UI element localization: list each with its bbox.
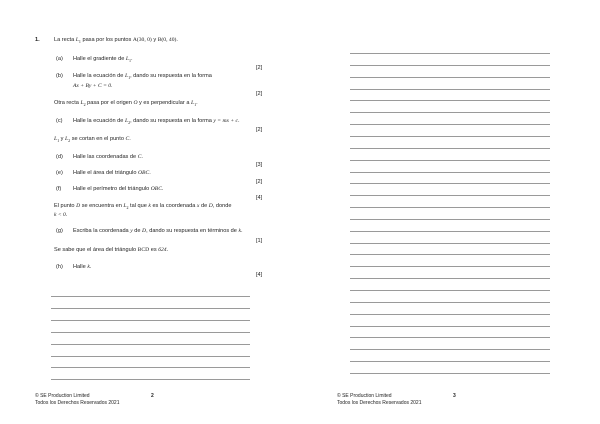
answer-line [350,100,550,101]
part-h-text: Halle k. [73,264,92,270]
page-number: 2 [151,393,154,399]
point-d-statement-line1: El punto D se encuentra en $L_2$ tal que k es la coordenada x de D, donde [54,203,232,211]
footer-copyright: © SE Production Limited [35,393,90,399]
part-a-label: (a) [56,56,63,62]
part-d-label: (d) [56,154,63,160]
part-b-form: Ax + By + C = 0. [73,83,113,89]
answer-line [350,183,550,184]
part-g-text: Escriba la coordenada y de D, dando su respuesta en términos de k. [73,228,243,234]
area-given-statement: Se sabe que el área del triángulo BCD es 624. [54,247,169,253]
answer-line [51,332,250,333]
answer-line [350,231,550,232]
part-g-mark: [1] [256,238,263,244]
part-d-mark: [3] [256,162,263,168]
part-b-text: Halle la ecuación de $L_1$, dando su respuesta en la forma [73,73,212,81]
answer-line [350,337,550,338]
part-c-mark: [2] [256,127,263,133]
part-e-mark: [2] [256,179,263,185]
answer-line [350,148,550,149]
part-a-text: Halle el gradiente de $L_1$. [73,56,133,64]
answer-line [350,278,550,279]
answer-line [350,254,550,255]
answer-line [350,77,550,78]
answer-line [350,195,550,196]
answer-line [51,379,250,380]
question-intro: La recta $L_1$ pasa por los puntos A(30, 0) y B(0, 40). [54,37,178,45]
answer-line [51,344,250,345]
answer-line [350,326,550,327]
part-e-text: Halle el área del triángulo OBC. [73,170,151,176]
answer-line [350,243,550,244]
answer-line [51,356,250,357]
page-number: 3 [453,393,456,399]
part-g-label: (g) [56,228,63,234]
answer-line [350,172,550,173]
answer-line [350,65,550,66]
part-a-mark: [2] [256,65,263,71]
intersect-statement: $L_1$ y $L_2$ se cortan en el punto C. [54,136,131,144]
answer-line [350,207,550,208]
answer-line [350,112,550,113]
part-f-mark: [4] [256,195,263,201]
answer-line [350,219,550,220]
part-h-label: (h) [56,264,63,270]
part-d-text: Halle las coordenadas de C. [73,154,143,160]
part-h-mark: [4] [256,272,263,278]
answer-line [350,53,550,54]
answer-line [350,266,550,267]
answer-line [350,124,550,125]
other-line-statement: Otra recta $L_2$ pasa por el origen O y es perpendicular a $L_1$. [54,100,198,108]
question-number: 1. [35,37,40,43]
answer-line [350,373,550,374]
answer-line [350,314,550,315]
answer-line [350,136,550,137]
part-f-text: Halle el perímetro del triángulo OBC. [73,186,164,192]
answer-line [350,89,550,90]
answer-line [51,367,250,368]
part-c-text: Halle la ecuación de $L_2$, dando su respuesta en la forma y = mx + c. [73,118,240,126]
part-e-label: (e) [56,170,63,176]
point-d-statement-line2: k < 0. [54,212,68,218]
footer-copyright: © SE Production Limited [337,393,392,399]
part-b-label: (b) [56,73,63,79]
answer-line [350,349,550,350]
part-c-label: (c) [56,118,63,124]
footer-rights: Todos los Derechos Reservados 2021 [337,400,422,406]
answer-line [51,320,250,321]
answer-line [350,361,550,362]
footer-rights: Todos los Derechos Reservados 2021 [35,400,120,406]
part-f-label: (f) [56,186,62,192]
answer-line [51,308,250,309]
answer-line [350,290,550,291]
answer-line [350,302,550,303]
answer-line [51,296,250,297]
part-b-mark: [2] [256,91,263,97]
answer-line [350,160,550,161]
